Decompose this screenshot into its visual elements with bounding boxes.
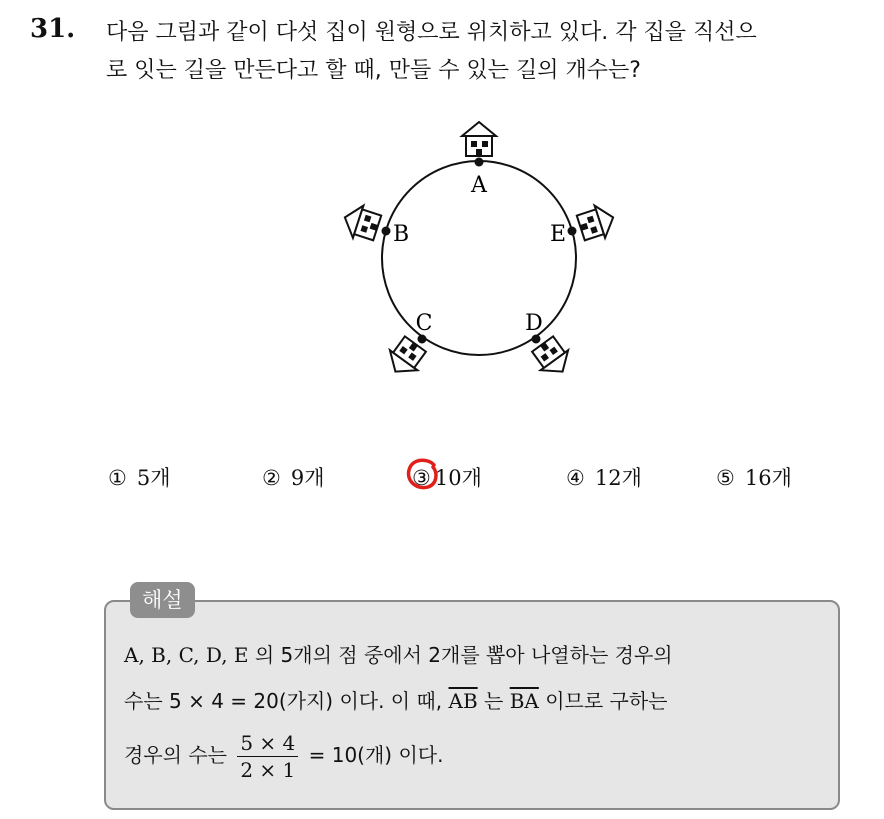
choice-3-number: ③ xyxy=(412,466,431,490)
answer-circle-mark xyxy=(404,456,440,492)
choice-1-unit: 개 xyxy=(150,466,171,490)
answer-choices xyxy=(0,462,884,502)
choice-3-value: 10 xyxy=(434,466,462,490)
fraction-numerator: 5 × 4 xyxy=(237,730,298,757)
choice-4[interactable] xyxy=(566,462,642,492)
choice-5[interactable] xyxy=(716,462,792,492)
choice-5-value: 16 xyxy=(744,466,772,490)
solution-line-1 xyxy=(124,632,830,678)
choice-3-unit: 개 xyxy=(461,466,482,490)
solution-line-2-end: 이므로 구하는 xyxy=(545,689,668,713)
house-icon-e xyxy=(576,201,619,244)
solution-points: A, B, C, D, E xyxy=(124,643,249,667)
label-c: C xyxy=(415,311,433,336)
choice-4-value: 12 xyxy=(594,466,622,490)
fraction-denominator: 2 × 1 xyxy=(240,758,296,782)
question-number: 31. xyxy=(30,14,76,44)
solution-text xyxy=(124,632,830,783)
label-d: D xyxy=(525,311,543,336)
circle-figure xyxy=(330,110,630,390)
segment-ab: $\overline{AB}$ xyxy=(448,689,478,713)
point-a xyxy=(475,158,484,167)
label-e: E xyxy=(549,222,566,247)
point-b xyxy=(382,227,391,236)
choice-5-number: ⑤ xyxy=(716,466,735,490)
choice-4-number: ④ xyxy=(566,466,585,490)
choice-2-value: 9 xyxy=(290,466,305,490)
point-e xyxy=(568,227,577,236)
label-a: A xyxy=(471,173,487,198)
choice-1[interactable] xyxy=(108,462,171,492)
solution-line-2-connector: 는 xyxy=(484,689,504,713)
question-text xyxy=(106,14,866,90)
choice-2-number: ② xyxy=(262,466,281,490)
solution-line-1-text: 의 5개의 점 중에서 2개를 뽑아 나열하는 경우의 xyxy=(254,643,673,667)
solution-line-3-text: 경우의 수는 xyxy=(124,743,227,767)
question-line-1: 다음 그림과 같이 다섯 집이 원형으로 위치하고 있다. 각 집을 직선으 xyxy=(106,20,757,45)
solution-tag: 해설 xyxy=(130,582,195,618)
solution-line-2 xyxy=(124,678,830,724)
house-icon-a xyxy=(462,122,496,156)
choice-4-unit: 개 xyxy=(621,466,642,490)
choice-2-unit: 개 xyxy=(304,466,325,490)
segment-ba: $\overline{BA}$ xyxy=(509,689,539,713)
house-icon-b xyxy=(340,201,383,244)
choice-5-unit: 개 xyxy=(771,466,792,490)
solution-fraction xyxy=(237,730,298,783)
label-b: B xyxy=(393,222,410,247)
question-line-2: 로 잇는 길을 만든다고 할 때, 만들 수 있는 길의 개수는? xyxy=(106,58,641,83)
choice-1-number: ① xyxy=(108,466,127,490)
solution-line-2-text: 수는 5 × 4 = 20(가지) 이다. 이 때, xyxy=(124,689,443,713)
solution-line-3 xyxy=(124,730,830,783)
choice-2[interactable] xyxy=(262,462,325,492)
solution-line-3-end: = 10(개) 이다. xyxy=(308,743,444,767)
choice-1-value: 5 xyxy=(136,466,151,490)
